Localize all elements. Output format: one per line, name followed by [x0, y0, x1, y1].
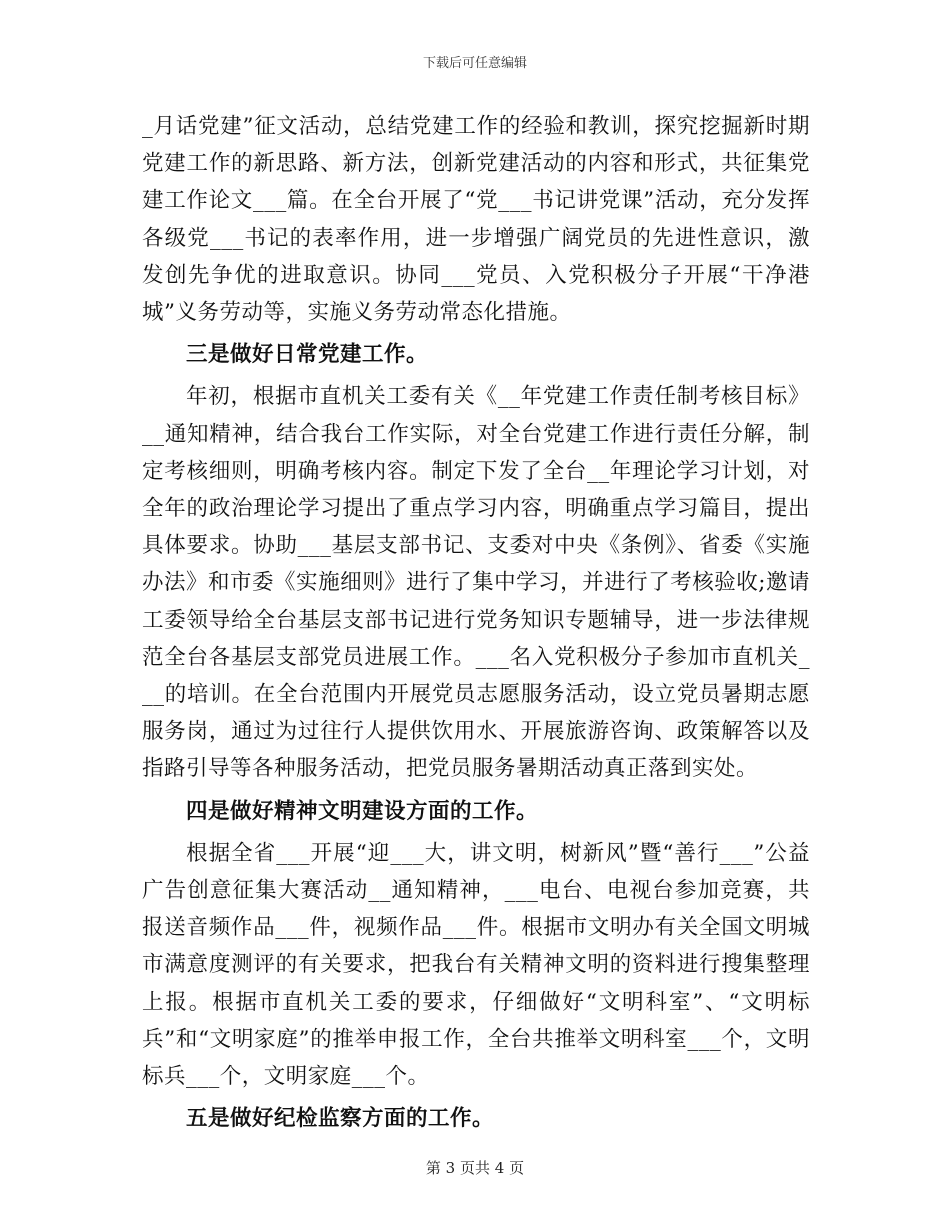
- paragraph-spiritual-civilization: 根据全省___开展“迎___大，讲文明，树新风”暨“善行___”公益广告创意征集大赛活动__通知精神，___电台、电视台参加竞赛，共报送音频作品___件，视频作品___件。根据市文明办有关全国文明城市满意度测评的有关要求，把我台有关精神文明的资料进行搜集整理上报。根据市直机关工委的要求，仔细做好“文明科室”、“文明标兵”和“文明家庭”的推举申报工作，全台共推举文明科室___个，文明标兵___个，文明家庭___个。: [142, 840, 810, 1090]
- section-heading-discipline-inspection: 五是做好纪检监察方面的工作。: [186, 1106, 495, 1132]
- document-body: [142, 108, 810, 1142]
- section-heading-daily-party-work: 三是做好日常党建工作。: [186, 342, 429, 368]
- paragraph-party-building-essay: _月话党建”征文活动，总结党建工作的经验和教训，探究挖掘新时期党建工作的新思路、新方法，创新党建活动的内容和形式，共征集党建工作论文___篇。在全台开展了“党___书记讲党课”活动，充分发挥各级党___书记的表率作用，进一步增强广阔党员的先进性意识，激发创先争优的进取意识。协同___党员、入党积极分子开展“干净港城”义务劳动等，实施义务劳动常态化措施。: [142, 114, 810, 326]
- section-heading-spiritual-civilization: 四是做好精神文明建设方面的工作。: [186, 798, 539, 824]
- page-number: 第 3 页共 4 页: [425, 1159, 525, 1177]
- paragraph-daily-party-work: 年初，根据市直机关工委有关《__年党建工作责任制考核目标》__通知精神，结合我台工作实际，对全台党建工作进行责任分解，制定考核细则，明确考核内容。制定下发了全台__年理论学习计划，对全年的政治理论学习提出了重点学习内容，明确重点学习篇目，提出具体要求。协助___基层支部书记、支委对中央《条例》、省委《实施办法》和市委《实施细则》进行了集中学习，并进行了考核验收;邀请工委领导给全台基层支部书记进行党务知识专题辅导，进一步法律规范全台各基层支部党员进展工作。___名入党积极分子参加市直机关___的培训。在全台范围内开展党员志愿服务活动，设立党员暑期志愿服务岗，通过为过往行人提供饮用水、开展旅游咨询、政策解答以及指路引导等各种服务活动，把党员服务暑期活动真正落到实处。: [142, 384, 810, 782]
- page-header: 下载后可任意编辑: [422, 56, 527, 71]
